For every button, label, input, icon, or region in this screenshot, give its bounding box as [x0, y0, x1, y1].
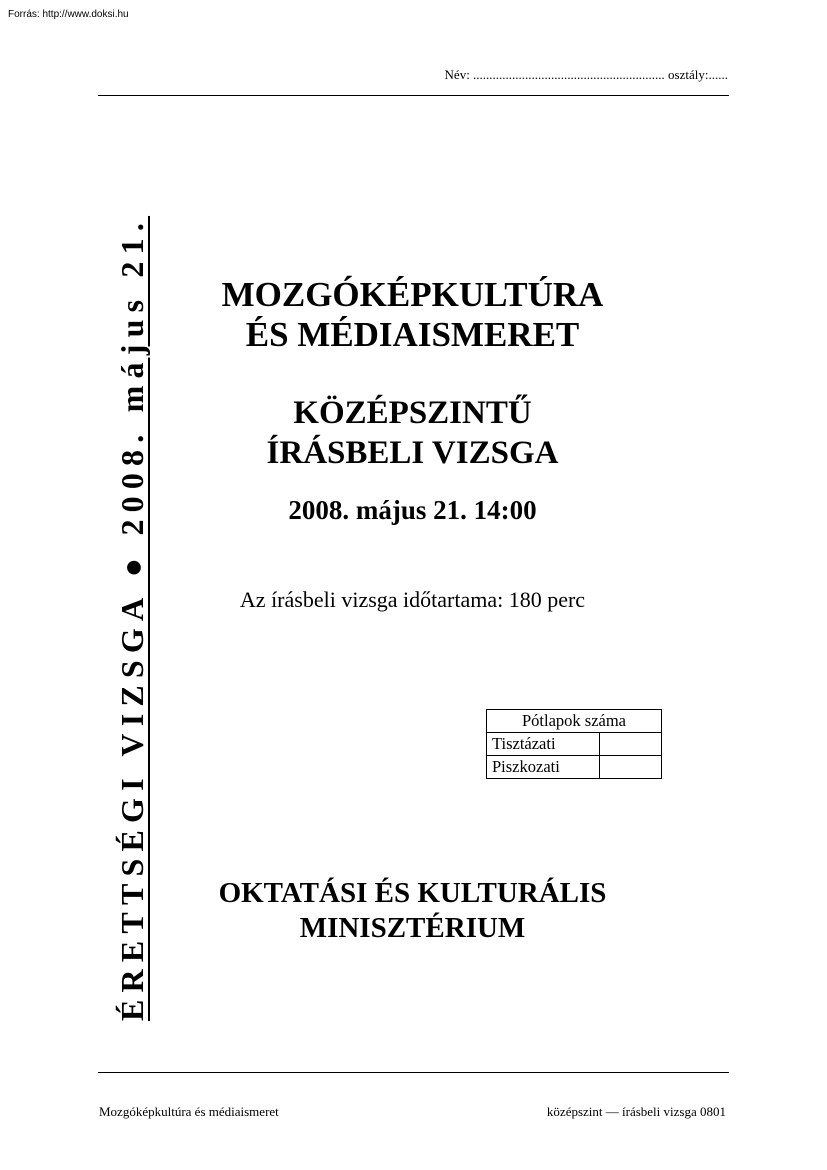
extra-sheets-header-row	[487, 710, 662, 733]
extra-sheets-header: Pótlapok száma	[487, 710, 662, 733]
exam-title-line1: MOZGÓKÉPKULTÚRA	[221, 275, 604, 314]
exam-date-time: 2008. május 21. 14:00	[288, 495, 537, 525]
exam-subtitle-line1: KÖZÉPSZINTŰ	[293, 395, 532, 431]
extra-sheets-table	[486, 709, 662, 779]
header-divider	[98, 95, 729, 96]
side-banner	[110, 150, 154, 1021]
footer-exam-code: középszint — írásbeli vizsga 0801	[546, 1104, 726, 1119]
ministry-name-line1: OKTATÁSI ÉS KULTURÁLIS	[218, 877, 607, 909]
footer-subject: Mozgóképkultúra és médiaismeret	[99, 1104, 279, 1119]
name-class-line: Név: ........................................................... osztály:......	[444, 67, 728, 82]
extra-sheets-label-draft: Piszkozati	[487, 756, 600, 779]
exam-subtitle	[160, 393, 665, 473]
side-banner-text: ÉRETTSÉGI VIZSGA ● 2008. május 21.	[114, 215, 150, 1021]
ministry-name	[160, 876, 665, 946]
footer-divider	[98, 1072, 729, 1073]
exam-duration: Az írásbeli vizsga időtartama: 180 perc	[239, 587, 586, 612]
exam-title-line2: ÉS MÉDIAISMERET	[245, 315, 580, 354]
exam-subtitle-line2: ÍRÁSBELI VIZSGA	[266, 435, 559, 471]
extra-sheets-row-clean	[487, 733, 662, 756]
source-note: Forrás: http://www.doksi.hu	[8, 9, 129, 20]
extra-sheets-row-draft	[487, 756, 662, 779]
ministry-name-line2: MINISZTÉRIUM	[299, 912, 526, 944]
extra-sheets-value-draft[interactable]	[600, 756, 662, 779]
exam-title	[160, 275, 665, 355]
extra-sheets-value-clean[interactable]	[600, 733, 662, 756]
extra-sheets-label-clean: Tisztázati	[487, 733, 600, 756]
